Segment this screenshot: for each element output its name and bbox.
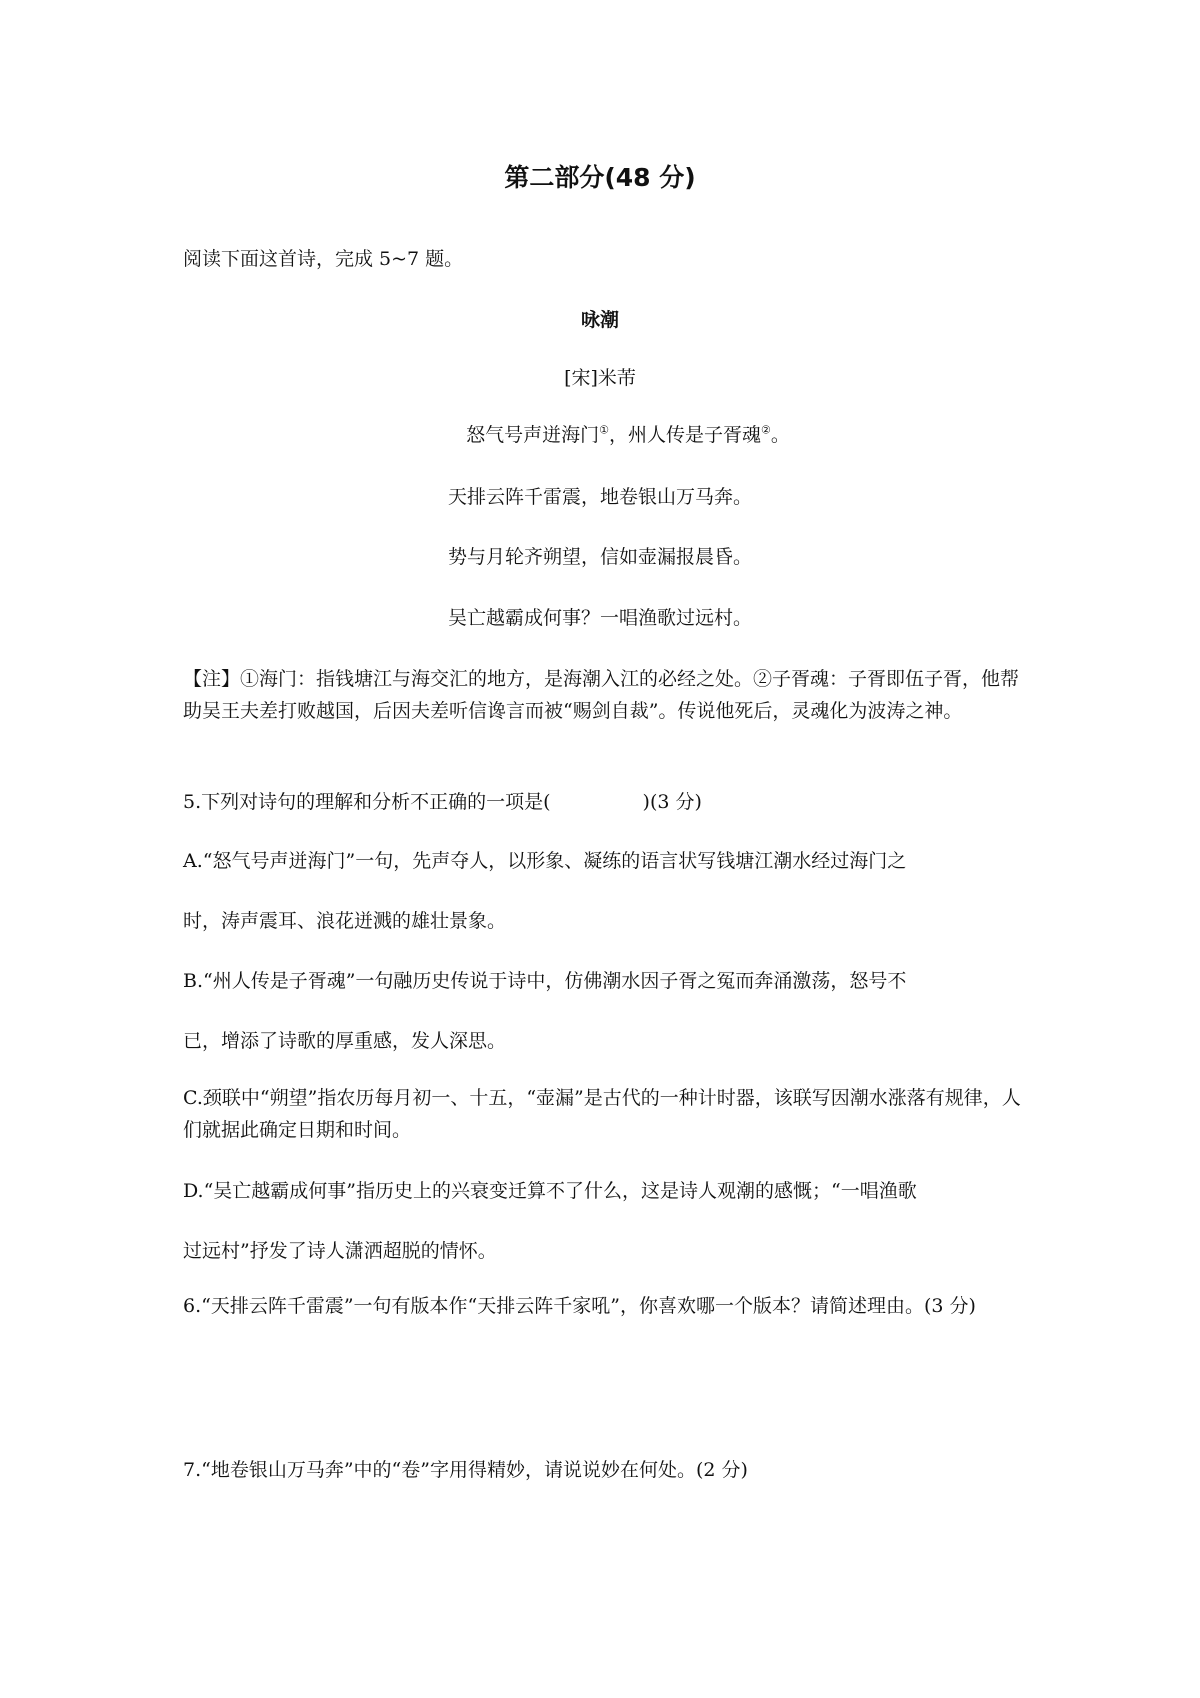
option-a-line-2: 时，涛声震耳、浪花迸溅的雄壮景象。 xyxy=(183,910,507,932)
question-6: 6.“天排云阵千雷震”一句有版本作“天排云阵千家吼”，你喜欢哪一个版本？请简述理由。(3 分) xyxy=(183,1295,976,1317)
poem-line-3: 势与月轮齐朔望，信如壶漏报晨昏。 xyxy=(447,546,752,568)
reading-instruction: 阅读下面这首诗，完成 5~7 题。 xyxy=(183,248,464,270)
option-b-line-2: 已，增添了诗歌的厚重感，发人深思。 xyxy=(183,1030,507,1052)
poem-title: 咏潮 xyxy=(580,309,619,331)
option-d-line-2: 过远村”抒发了诗人潇洒超脱的情怀。 xyxy=(183,1240,497,1262)
option-c: C.颈联中“朔望”指农历每月初一、十五，“壶漏”是古代的一种计时器，该联写因潮水涨落有规律，人们就据此确定日期和时间。 xyxy=(183,1087,1021,1141)
question-5-score: )(3 分) xyxy=(642,791,702,813)
poem-line-1-part-b: ，州人传是子胥魂 xyxy=(608,424,761,446)
question-7: 7.“地卷银山万马奔”中的“卷”字用得精妙，请说说妙在何处。(2 分) xyxy=(183,1459,748,1481)
option-b-line-1: B.“州人传是子胥魂”一句融历史传说于诗中，仿佛潮水因子胥之冤而奔涌激荡，怒号不 xyxy=(183,970,907,992)
question-5-stem xyxy=(183,787,702,814)
section-title: 第二部分(48 分) xyxy=(504,163,696,192)
option-d-line-1: D.“吴亡越霸成何事”指历史上的兴衰变迁算不了什么，这是诗人观潮的感慨；“一唱渔歌 xyxy=(183,1180,917,1202)
footnote-mark-1: ① xyxy=(599,423,609,437)
poem-line-1-part-a: 怒气号声迸海门 xyxy=(466,424,600,446)
poem-line-1-part-c: 。 xyxy=(770,424,790,446)
poem-line-1 xyxy=(28,420,1200,447)
poem-line-4: 吴亡越霸成何事？一唱渔歌过远村。 xyxy=(447,607,752,629)
question-5-stem-text: 5.下列对诗句的理解和分析不正确的一项是( xyxy=(183,791,551,813)
footnote-mark-2: ② xyxy=(761,423,771,437)
option-a-line-1: A.“怒气号声迸海门”一句，先声夺人，以形象、凝练的语言状写钱塘江潮水经过海门之 xyxy=(183,850,907,872)
poem-note: 【注】①海门：指钱塘江与海交汇的地方，是海潮入江的必经之处。②子胥魂：子胥即伍子胥，他帮助吴王夫差打败越国，后因夫差听信谗言而被“赐剑自裁”。传说他死后，灵魂化为波涛之神。 xyxy=(183,668,1020,722)
poem-line-2: 天排云阵千雷震，地卷银山万马奔。 xyxy=(447,486,752,508)
poem-author: [宋]米芾 xyxy=(564,367,636,389)
